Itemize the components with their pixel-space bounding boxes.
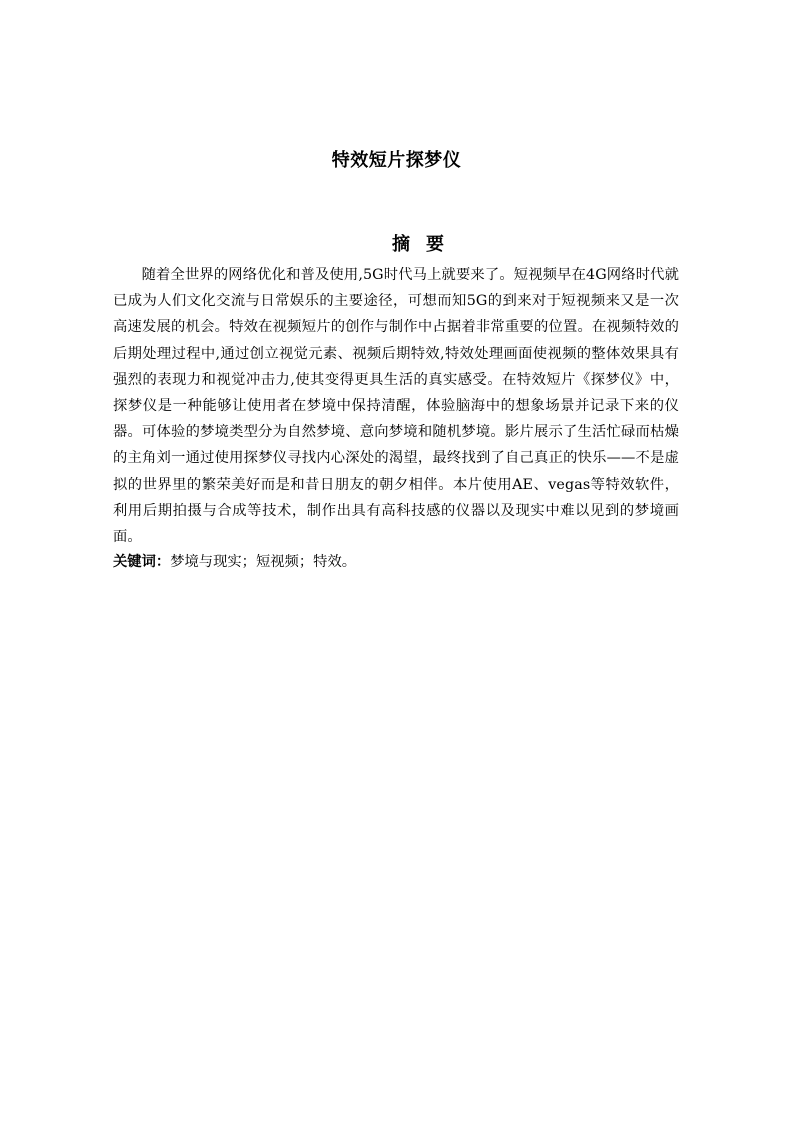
abstract-heading [0,230,793,256]
document-title: 特效短片探梦仪 [331,150,462,171]
keywords-label: 关键词： [113,554,171,570]
keywords-line [113,550,679,574]
abstract-heading-char-2: 要 [426,234,444,255]
abstract-body: 随着全世界的网络优化和普及使用,5G时代马上就要来了。短视频早在4G网络时代就已成为人们文化交流与日常娱乐的主要途径，可想而知5G的到来对于短视频来又是一次高速发展的机会。特效在视频短片的创作与制作中占据着非常重要的位置。在视频特效的后期处理过程中,通过创立视觉元素、视频后期特效,特效处理画面使视频的整体效果具有强烈的表现力和视觉冲击力,使其变得更具生活的真实感受。在特效短片《探梦仪》中，探梦仪是一种能够让使用者在梦境中保持清醒，体验脑海中的想象场景并记录下来的仪器。可体验的梦境类型分为自然梦境、意向梦境和随机梦境。影片展示了生活忙碌而枯燥的主角刘一通过使用探梦仪寻找内心深处的渴望，最终找到了自己真正的快乐——不是虚拟的世界里的繁荣美好而是和昔日朋友的朝夕相伴。本片使用AE、vegas等特效软件，利用后期拍摄与合成等技术，制作出具有高科技感的仪器以及现实中难以见到的梦境画面。 [113,267,679,546]
abstract-heading-char-1: 摘 [392,234,410,255]
keywords-value: 梦境与现实；短视频；特效。 [170,554,357,570]
